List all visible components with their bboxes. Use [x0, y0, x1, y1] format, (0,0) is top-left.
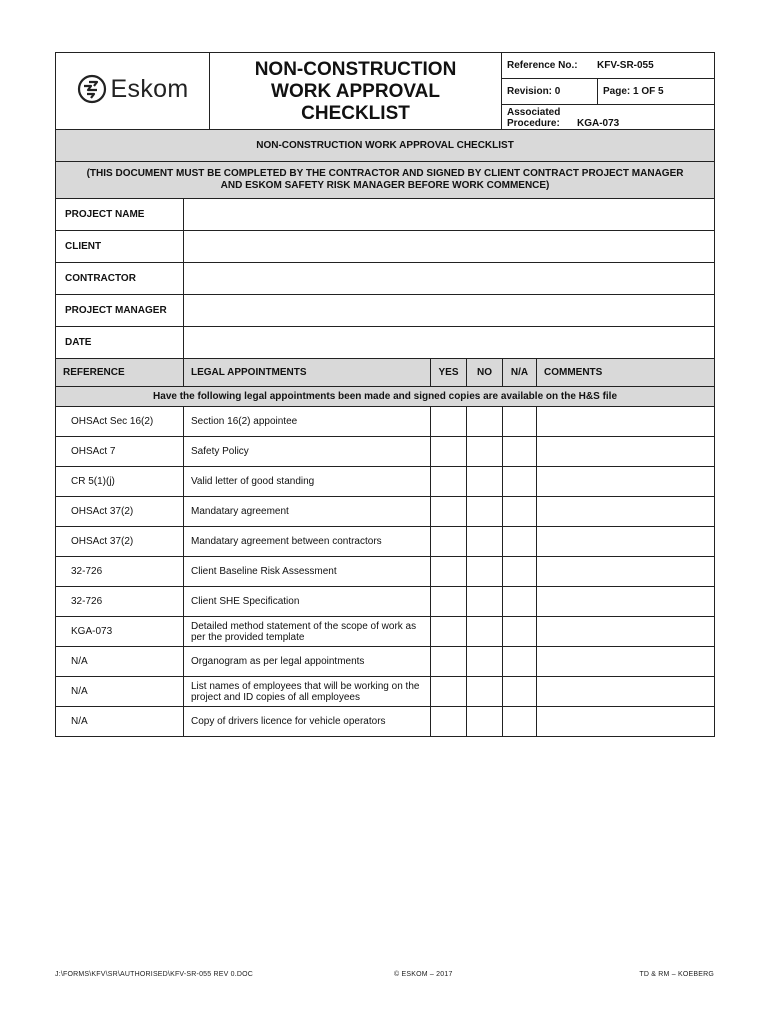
table-row — [56, 467, 715, 497]
row-reference: OHSAct 7 — [56, 437, 184, 467]
na-cell[interactable] — [503, 707, 537, 737]
title-line-1: NON-CONSTRUCTION — [254, 58, 457, 80]
na-cell[interactable] — [503, 647, 537, 677]
associated-procedure — [502, 105, 715, 131]
table-row — [56, 617, 715, 647]
checklist-table — [55, 129, 715, 737]
page-number: Page: 1 OF 5 — [598, 79, 715, 105]
associated-label-1: Associated — [507, 106, 561, 118]
yes-cell[interactable] — [431, 467, 467, 497]
contractor-input[interactable] — [184, 263, 715, 295]
no-cell[interactable] — [467, 647, 503, 677]
associated-label-2: Procedure: — [507, 117, 560, 129]
row-reference: OHSAct Sec 16(2) — [56, 407, 184, 437]
client-input[interactable] — [184, 231, 715, 263]
table-row — [56, 497, 715, 527]
associated-value: KGA-073 — [577, 117, 620, 129]
reference-value: KFV-SR-055 — [597, 60, 654, 71]
row-item: Detailed method statement of the scope of work as per the provided template — [184, 617, 431, 647]
document-header — [55, 52, 715, 131]
row-item: Safety Policy — [184, 437, 431, 467]
no-cell[interactable] — [467, 437, 503, 467]
row-reference: 32-726 — [56, 587, 184, 617]
section-title: NON-CONSTRUCTION WORK APPROVAL CHECKLIST — [56, 130, 715, 162]
column-header-row — [56, 359, 715, 387]
comments-cell[interactable] — [537, 617, 715, 647]
comments-cell[interactable] — [537, 437, 715, 467]
column-header-reference: REFERENCE — [56, 359, 184, 387]
column-header-na: N/A — [503, 359, 537, 387]
na-cell[interactable] — [503, 407, 537, 437]
row-item: Mandatary agreement — [184, 497, 431, 527]
yes-cell[interactable] — [431, 557, 467, 587]
reference-number — [502, 53, 715, 79]
na-cell[interactable] — [503, 557, 537, 587]
comments-cell[interactable] — [537, 647, 715, 677]
comments-cell[interactable] — [537, 707, 715, 737]
yes-cell[interactable] — [431, 707, 467, 737]
row-reference: KGA-073 — [56, 617, 184, 647]
column-header-no: NO — [467, 359, 503, 387]
table-row — [56, 527, 715, 557]
instruction-note: (THIS DOCUMENT MUST BE COMPLETED BY THE CONTRACTOR AND SIGNED BY CLIENT CONTRACT PROJECT MANAGER AND ESKOM SAFETY RISK MANAGER BEFORE WORK COMMENCE) — [56, 162, 715, 199]
no-cell[interactable] — [467, 527, 503, 557]
comments-cell[interactable] — [537, 677, 715, 707]
table-row — [56, 437, 715, 467]
no-cell[interactable] — [467, 557, 503, 587]
no-cell[interactable] — [467, 587, 503, 617]
table-row — [56, 677, 715, 707]
yes-cell[interactable] — [431, 437, 467, 467]
project-name-input[interactable] — [184, 199, 715, 231]
table-row — [56, 407, 715, 437]
na-cell[interactable] — [503, 467, 537, 497]
table-row — [56, 647, 715, 677]
na-cell[interactable] — [503, 497, 537, 527]
column-header-comments: COMMENTS — [537, 359, 715, 387]
no-cell[interactable] — [467, 497, 503, 527]
yes-cell[interactable] — [431, 497, 467, 527]
footer-department: TD & RM – KOEBERG — [639, 971, 714, 978]
table-row — [56, 707, 715, 737]
eskom-logo — [77, 74, 189, 104]
no-cell[interactable] — [467, 677, 503, 707]
column-header-legal-appointments: LEGAL APPOINTMENTS — [184, 359, 431, 387]
row-reference: N/A — [56, 677, 184, 707]
yes-cell[interactable] — [431, 527, 467, 557]
reference-label: Reference No.: — [507, 60, 578, 71]
field-label-contractor: CONTRACTOR — [56, 263, 184, 295]
field-label-client: CLIENT — [56, 231, 184, 263]
row-item: Valid letter of good standing — [184, 467, 431, 497]
footer-copyright: © ESKOM – 2017 — [394, 971, 453, 978]
title-line-3: CHECKLIST — [301, 102, 410, 124]
table-row — [56, 557, 715, 587]
field-label-project-name: PROJECT NAME — [56, 199, 184, 231]
row-item: Copy of drivers licence for vehicle operators — [184, 707, 431, 737]
comments-cell[interactable] — [537, 467, 715, 497]
project-manager-input[interactable] — [184, 295, 715, 327]
row-item: Mandatary agreement between contractors — [184, 527, 431, 557]
revision: Revision: 0 — [502, 79, 598, 105]
row-reference: 32-726 — [56, 557, 184, 587]
row-reference: OHSAct 37(2) — [56, 497, 184, 527]
na-cell[interactable] — [503, 677, 537, 707]
yes-cell[interactable] — [431, 647, 467, 677]
na-cell[interactable] — [503, 617, 537, 647]
no-cell[interactable] — [467, 617, 503, 647]
comments-cell[interactable] — [537, 527, 715, 557]
row-reference: CR 5(1)(j) — [56, 467, 184, 497]
title-line-2: WORK APPROVAL — [271, 80, 440, 102]
row-reference: N/A — [56, 707, 184, 737]
field-label-project-manager: PROJECT MANAGER — [56, 295, 184, 327]
row-reference: N/A — [56, 647, 184, 677]
row-item: Client Baseline Risk Assessment — [184, 557, 431, 587]
yes-cell[interactable] — [431, 617, 467, 647]
comments-cell[interactable] — [537, 407, 715, 437]
row-item: Client SHE Specification — [184, 587, 431, 617]
no-cell[interactable] — [467, 707, 503, 737]
eskom-logo-icon — [77, 74, 107, 104]
yes-cell[interactable] — [431, 677, 467, 707]
na-cell[interactable] — [503, 527, 537, 557]
document-title — [210, 53, 502, 131]
footer-file-path: J:\FORMS\KFV\SR\AUTHORISED\KFV-SR-055 REV 0.DOC — [55, 971, 254, 978]
checklist-intro: Have the following legal appointments been made and signed copies are available on the H&S file — [56, 387, 715, 407]
column-header-yes: YES — [431, 359, 467, 387]
yes-cell[interactable] — [431, 587, 467, 617]
date-input[interactable] — [184, 327, 715, 359]
na-cell[interactable] — [503, 437, 537, 467]
na-cell[interactable] — [503, 587, 537, 617]
logo-cell — [56, 53, 210, 131]
comments-cell[interactable] — [537, 557, 715, 587]
comments-cell[interactable] — [537, 587, 715, 617]
no-cell[interactable] — [467, 467, 503, 497]
row-item: Organogram as per legal appointments — [184, 647, 431, 677]
row-item: List names of employees that will be working on the project and ID copies of all employees — [184, 677, 431, 707]
table-row — [56, 587, 715, 617]
comments-cell[interactable] — [537, 497, 715, 527]
row-item: Section 16(2) appointee — [184, 407, 431, 437]
yes-cell[interactable] — [431, 407, 467, 437]
no-cell[interactable] — [467, 407, 503, 437]
logo-text: Eskom — [110, 74, 189, 103]
row-reference: OHSAct 37(2) — [56, 527, 184, 557]
field-label-date: DATE — [56, 327, 184, 359]
